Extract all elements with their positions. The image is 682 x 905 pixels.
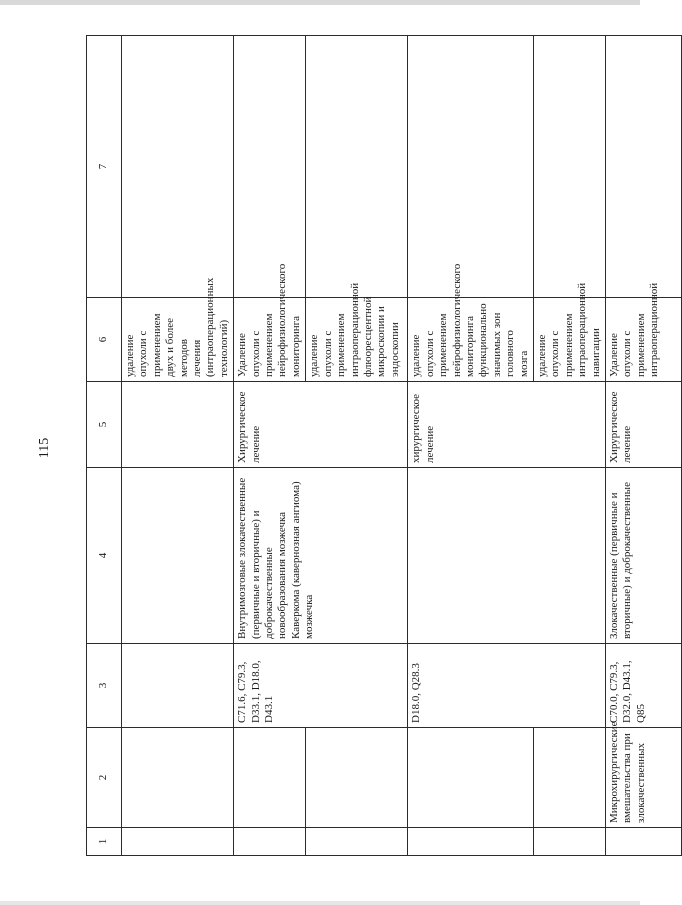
cell-kind: хирургическое лечение xyxy=(408,382,606,468)
header-col-7: 7 xyxy=(87,36,122,298)
cell-model xyxy=(122,468,234,644)
cell-num xyxy=(306,828,408,856)
cell-num xyxy=(234,828,306,856)
cell-norm xyxy=(306,36,408,298)
header-col-4: 4 xyxy=(87,468,122,644)
cell-model xyxy=(408,468,606,644)
table-row xyxy=(408,36,534,856)
cell-norm xyxy=(605,36,681,298)
header-row xyxy=(87,36,122,856)
table-row xyxy=(605,36,681,856)
medical-care-table xyxy=(86,35,682,856)
cell-treatment: удаление опухоли с применением нейрофизиологического мониторинга функционально значимых зон головного мозга xyxy=(408,298,534,382)
cell-treatment: удаление опухоли с применением интраоперационной флюоресцентной микроскопии и эндоскопии xyxy=(306,298,408,382)
cell-kind xyxy=(122,382,234,468)
cell-treatment: Удаление опухоли с применением нейрофизиологического мониторинга xyxy=(234,298,306,382)
cell-name xyxy=(533,728,605,828)
cell-codes: C70.0, C79.3, D32.0, D43.1, Q85 xyxy=(605,644,681,728)
cell-num xyxy=(605,828,681,856)
cell-norm xyxy=(234,36,306,298)
cell-num xyxy=(533,828,605,856)
header-col-1: 1 xyxy=(87,828,122,856)
header-col-2: 2 xyxy=(87,728,122,828)
cell-model: Злокачественные (первичные и вторичные) и доброкачественные xyxy=(605,468,681,644)
cell-codes xyxy=(122,644,234,728)
cell-kind: Хирургическое лечение xyxy=(234,382,408,468)
cell-codes: C71.6, C79.3, D33.1, D18.0, D43.1 xyxy=(234,644,408,728)
scan-edge-bottom xyxy=(0,901,640,905)
cell-norm xyxy=(408,36,534,298)
cell-treatment: Удаление опухоли с применением интраоперационной xyxy=(605,298,681,382)
cell-num xyxy=(122,828,234,856)
scan-edge-top xyxy=(0,0,640,5)
cell-treatment: удаление опухоли с применением интраоперационной навигации xyxy=(533,298,605,382)
header-col-3: 3 xyxy=(87,644,122,728)
cell-num xyxy=(408,828,534,856)
table-row xyxy=(122,36,234,856)
cell-name xyxy=(122,728,234,828)
rotated-page xyxy=(86,36,661,856)
table-row xyxy=(234,36,306,856)
header-col-5: 5 xyxy=(87,382,122,468)
cell-model: Внутримозговые злокачественные (первичные и вторичные) и доброкачественные новообразования мозжечка Каверкома (кавернозная ангиома) мозжечка xyxy=(234,468,408,644)
cell-norm xyxy=(122,36,234,298)
cell-name: Микрохирургические вмешательства при злокачественных xyxy=(605,728,681,828)
page-number: 115 xyxy=(37,437,52,459)
cell-name xyxy=(408,728,534,828)
cell-name xyxy=(306,728,408,828)
cell-name xyxy=(234,728,306,828)
cell-treatment: удаление опухоли с применением двух и более методов лечения (интраоперационных технологий) xyxy=(122,298,234,382)
cell-norm xyxy=(533,36,605,298)
cell-codes: D18.0, Q28.3 xyxy=(408,644,606,728)
header-col-6: 6 xyxy=(87,298,122,382)
cell-kind: Хирургическое лечение xyxy=(605,382,681,468)
